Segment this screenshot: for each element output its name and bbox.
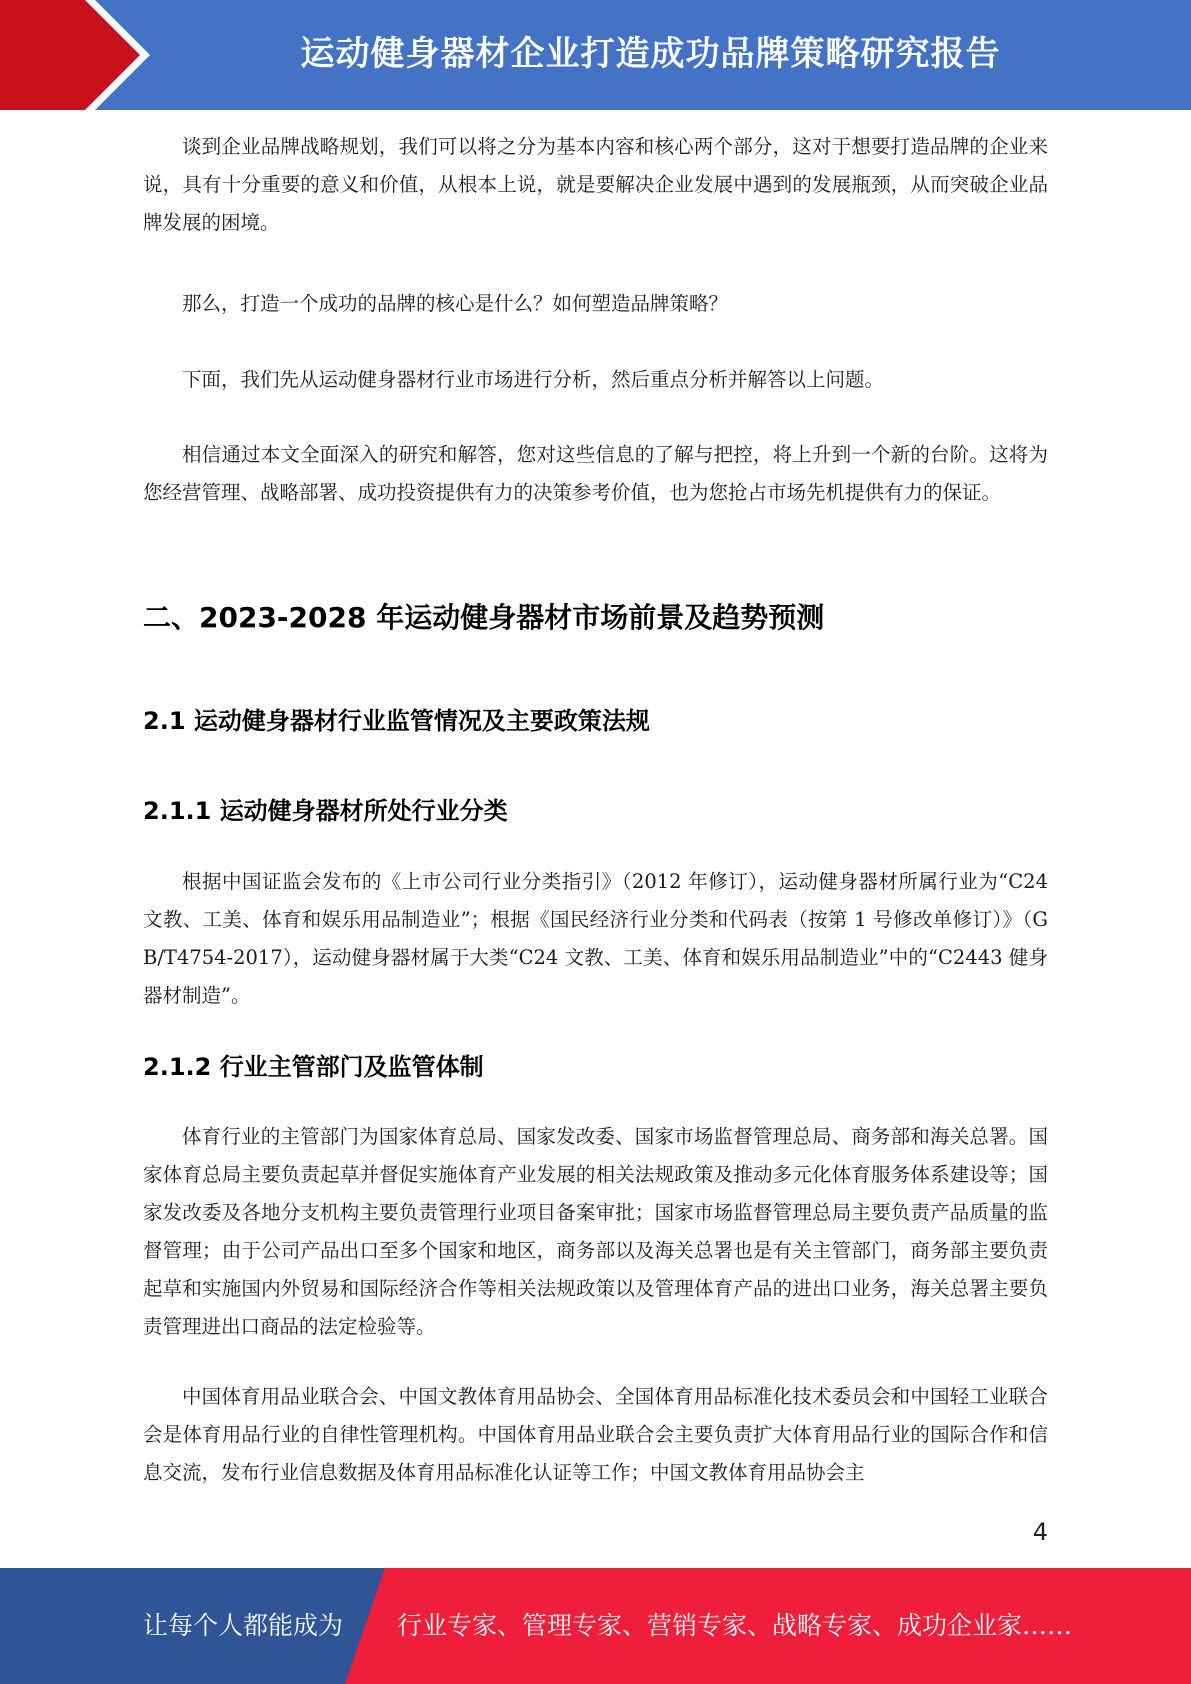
- page-header: [0, 0, 1191, 110]
- paragraph: 下面，我们先从运动健身器材行业市场进行分析，然后重点分析并解答以上问题。: [182, 368, 885, 391]
- subsection-heading-2-1-2: 2.1.2 行业主管部门及监管体制: [143, 1053, 484, 1081]
- subsection-heading-2-1-1: 2.1.1 运动健身器材所处行业分类: [143, 797, 508, 825]
- paragraph: 相信通过本文全面深入的研究和解答，您对这些信息的了解与把控，将上升到一个新的台阶。这将为您经营管理、战略部署、成功投资提供有力的决策参考价值，也为您抢占市场先机提供有力的保证。: [143, 443, 1048, 504]
- page-number: 4: [1032, 1518, 1048, 1546]
- intro-paragraph-4: [143, 436, 1048, 512]
- paragraph: 那么，打造一个成功的品牌的核心是什么？如何塑造品牌策略？: [182, 292, 729, 315]
- page-footer: [0, 1568, 1191, 1684]
- section-2-1-2-paragraph-1: [143, 1118, 1048, 1346]
- intro-paragraph-2: [143, 285, 1048, 323]
- footer-slogan-left: 让每个人都能成为: [143, 1611, 344, 1640]
- header-red-block: [0, 0, 72, 110]
- paragraph: 谈到企业品牌战略规划，我们可以将之分为基本内容和核心两个部分，这对于想要打造品牌的企业来说，具有十分重要的意义和价值，从根本上说，就是要解决企业发展中遇到的发展瓶颈，从而突破企业品牌发展的困境。: [143, 135, 1048, 234]
- intro-paragraph-1: [143, 128, 1048, 242]
- intro-paragraph-3: [143, 361, 1048, 399]
- report-title: 运动健身器材企业打造成功品牌策略研究报告: [300, 34, 1001, 74]
- section-2-1-2-paragraph-2: [143, 1378, 1048, 1492]
- paragraph: 体育行业的主管部门为国家体育总局、国家发改委、国家市场监督管理总局、商务部和海关总署。国家体育总局主要负责起草并督促实施体育产业发展的相关法规政策及推动多元化体育服务体系建设等；国家发改委及各地分支机构主要负责管理行业项目备案审批；国家市场监督管理总局主要负责产品质量的监督管理；由于公司产品出口至多个国家和地区，商务部以及海关总署也是有关主管部门，商务部主要负责起草和实施国内外贸易和国际经济合作等相关法规政策以及管理体育产品的进出口业务，海关总署主要负责管理进出口商品的法定检验等。: [143, 1125, 1048, 1338]
- paragraph: 中国体育用品业联合会、中国文教体育用品协会、全国体育用品标准化技术委员会和中国轻工业联合会是体育用品行业的自律性管理机构。中国体育用品业联合会主要负责扩大体育用品行业的国际合作和信息交流，发布行业信息数据及体育用品标准化认证等工作；中国文教体育用品协会主: [143, 1385, 1048, 1484]
- subsection-heading-2-1: 2.1 运动健身器材行业监管情况及主要政策法规: [143, 707, 650, 735]
- footer-slogan-right: 行业专家、管理专家、营销专家、战略专家、成功企业家……: [397, 1611, 1073, 1640]
- section-heading: 二、2023-2028 年运动健身器材市场前景及趋势预测: [143, 601, 825, 634]
- paragraph: 根据中国证监会发布的《上市公司行业分类指引》（2012 年修订），运动健身器材所属行业为“C24 文教、工美、体育和娱乐用品制造业”；根据《国民经济行业分类和代码表（按第 1 号修改单修订）》（GB/T4754-2017），运动健身器材属于大类“C24 文教、工美、体育和娱乐用品制造业”中的“C2443 健身器材制造”。: [143, 870, 1048, 1007]
- section-2-1-1-paragraph: [143, 863, 1048, 1015]
